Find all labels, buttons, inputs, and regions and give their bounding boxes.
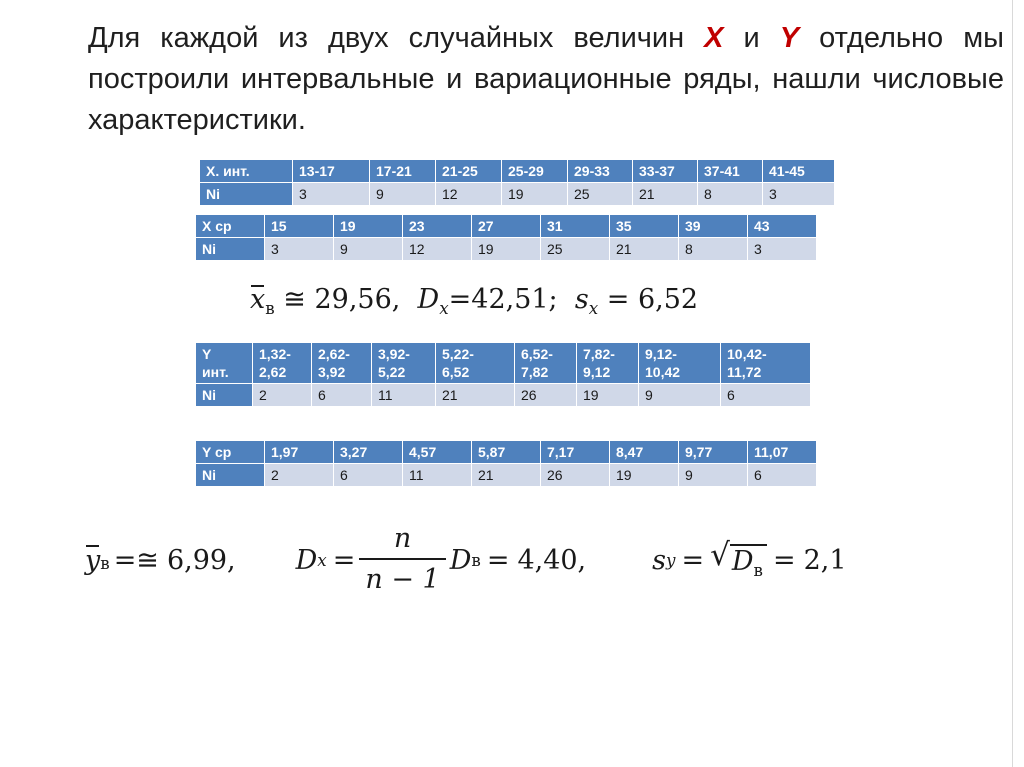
table-header-row: [196, 343, 811, 384]
header-label: Y инт.: [196, 343, 253, 384]
row-label: Ni: [196, 384, 253, 407]
intro-text-1a: Для каждой из двух случайных величин: [88, 22, 705, 54]
row-label: Ni: [200, 183, 293, 206]
header-cell: 7,82- 9,12: [577, 343, 639, 384]
header-cell: 1,32- 2,62: [253, 343, 312, 384]
value-cell: 3: [763, 183, 835, 206]
header-cell: 3,92- 5,22: [372, 343, 436, 384]
intro-text-1c: отдельно мы: [799, 22, 1004, 54]
x-mean-value: 29,56,: [314, 284, 401, 315]
value-cell: 26: [515, 384, 577, 407]
header-cell: 5,22- 6,52: [436, 343, 515, 384]
intro-text-1b: и: [723, 22, 780, 54]
value-cell: 9: [370, 183, 436, 206]
header-cell: 41-45: [763, 160, 835, 183]
value-cell: 19: [610, 464, 679, 487]
intro-line-2: построили интервальные и вариационные ряды, нашли числовые: [88, 63, 1004, 95]
table-row: [196, 464, 817, 487]
header-cell: 31: [541, 215, 610, 238]
table-y-intervals: [195, 342, 811, 407]
value-cell: 19: [577, 384, 639, 407]
slide-edge-divider: [1012, 0, 1013, 767]
value-cell: 6: [334, 464, 403, 487]
x-bar-symbol: x: [250, 284, 266, 315]
header-cell: 33-37: [633, 160, 698, 183]
header-cell: 9,77: [679, 441, 748, 464]
value-cell: 19: [472, 238, 541, 261]
header-label: Y ср: [196, 441, 265, 464]
formula-x-statistics: $x_в$ ≅ 29,56, $D_x=42,51$; $s_x = 6,52$: [250, 284, 699, 318]
value-cell: 6: [748, 464, 817, 487]
value-cell: 21: [472, 464, 541, 487]
variable-y: Y: [779, 22, 800, 54]
header-cell: 29-33: [568, 160, 633, 183]
value-cell: 19: [502, 183, 568, 206]
header-cell: 9,12- 10,42: [639, 343, 721, 384]
header-cell: 17-21: [370, 160, 436, 183]
x-variance-value: 42,51;: [471, 284, 558, 315]
value-cell: 3: [293, 183, 370, 206]
value-cell: 26: [541, 464, 610, 487]
value-cell: 6: [721, 384, 811, 407]
value-cell: 2: [253, 384, 312, 407]
value-cell: 12: [403, 238, 472, 261]
header-cell: 11,07: [748, 441, 817, 464]
value-cell: 25: [568, 183, 633, 206]
table-row: [196, 384, 811, 407]
table-row: [200, 183, 835, 206]
header-cell: 7,17: [541, 441, 610, 464]
header-cell: 39: [679, 215, 748, 238]
header-cell: 10,42- 11,72: [721, 343, 811, 384]
intro-line-1: [88, 18, 1004, 59]
header-cell: 5,87: [472, 441, 541, 464]
table-x-midpoints: [195, 214, 817, 261]
value-cell: 6: [312, 384, 372, 407]
value-cell: 9: [679, 464, 748, 487]
header-cell: 6,52- 7,82: [515, 343, 577, 384]
header-label: X ср: [196, 215, 265, 238]
intro-paragraph: [88, 18, 1004, 141]
header-cell: 27: [472, 215, 541, 238]
table-header-row: [196, 441, 817, 464]
y-stddev-expr: s y = √ $D_в$ = 2,1: [652, 537, 847, 581]
value-cell: 3: [265, 238, 334, 261]
header-cell: 3,27: [334, 441, 403, 464]
header-cell: 19: [334, 215, 403, 238]
value-cell: 9: [639, 384, 721, 407]
value-cell: 8: [679, 238, 748, 261]
table-header-row: [200, 160, 835, 183]
value-cell: 8: [698, 183, 763, 206]
value-cell: 12: [436, 183, 502, 206]
value-cell: 21: [633, 183, 698, 206]
value-cell: 9: [334, 238, 403, 261]
y-stddev-value: 2,1: [803, 544, 847, 576]
value-cell: 3: [748, 238, 817, 261]
value-cell: 21: [436, 384, 515, 407]
table-y-midpoints: [195, 440, 817, 487]
value-cell: 25: [541, 238, 610, 261]
y-mean-expr: y в =≅ 6,99,: [85, 544, 236, 576]
value-cell: 11: [403, 464, 472, 487]
header-cell: 21-25: [436, 160, 502, 183]
header-cell: 15: [265, 215, 334, 238]
header-label: X. инт.: [200, 160, 293, 183]
value-cell: 2: [265, 464, 334, 487]
square-root: √ $D_в$: [710, 540, 767, 579]
header-cell: 8,47: [610, 441, 679, 464]
y-bar-symbol: y: [85, 544, 101, 576]
header-cell: 37-41: [698, 160, 763, 183]
value-cell: 11: [372, 384, 436, 407]
formula-y-statistics: [85, 516, 847, 604]
header-cell: 23: [403, 215, 472, 238]
table-row: [196, 238, 817, 261]
header-cell: 4,57: [403, 441, 472, 464]
header-cell: 25-29: [502, 160, 568, 183]
header-cell: 43: [748, 215, 817, 238]
y-variance-value: 4,40,: [517, 544, 587, 576]
y-variance-expr: D x = $\frac{n}{n - 1}$ D в = 4,40,: [296, 520, 587, 600]
fraction-n-over-n-minus-1: $\frac{n}{n - 1}$: [359, 520, 445, 600]
header-cell: 1,97: [265, 441, 334, 464]
value-cell: 21: [610, 238, 679, 261]
row-label: Ni: [196, 464, 265, 487]
table-x-intervals: [199, 159, 835, 206]
header-cell: 13-17: [293, 160, 370, 183]
radical-sign-icon: √: [710, 537, 730, 574]
x-stddev-value: 6,52: [637, 284, 699, 315]
row-label: Ni: [196, 238, 265, 261]
table-header-row: [196, 215, 817, 238]
variable-x: X: [704, 22, 724, 54]
header-cell: 2,62- 3,92: [312, 343, 372, 384]
header-cell: 35: [610, 215, 679, 238]
intro-line-3: характеристики.: [88, 104, 306, 136]
y-mean-value: 6,99,: [166, 544, 236, 576]
